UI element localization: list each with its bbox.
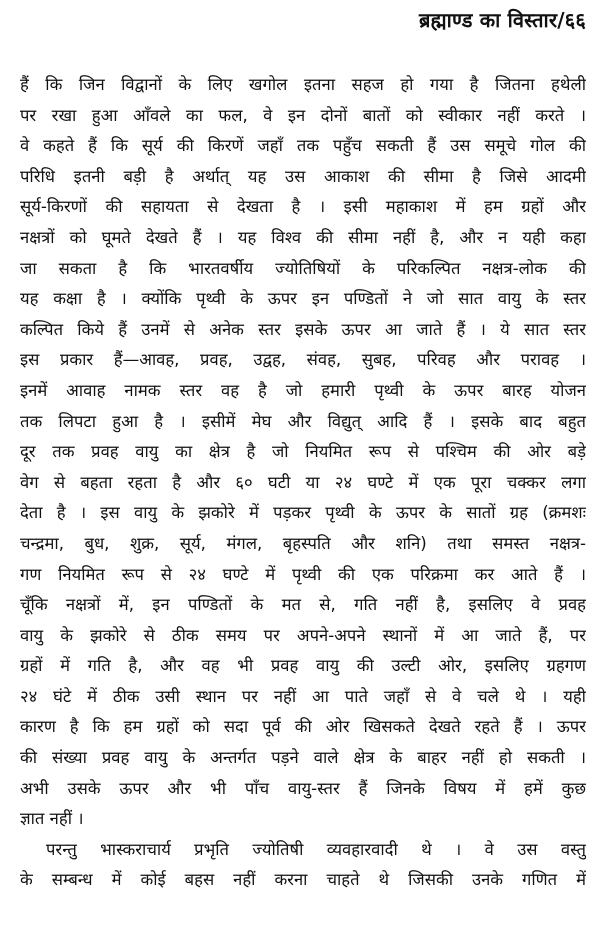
text-line: यह कक्षा है । क्योंकि पृथ्वी के ऊपर इन पण्डितों ने जो सात वायु के स्तर <box>20 289 586 309</box>
text-line: वायु के झकोरे से ठीक समय पर अपने-अपने स्थानों में आ जाते हैं, पर <box>20 625 586 645</box>
body-text <box>20 70 586 896</box>
text-line: तक लिपटा हुआ है । इसीमें मेघ और विद्युत् आदि हैं । इसके बाद बहुत <box>20 411 586 431</box>
text-line: कल्पित किये हैं उनमें से अनेक स्तर इसके ऊपर आ जाते हैं । ये सात स्तर <box>20 319 586 339</box>
text-line: नक्षत्रों को घूमते देखते हैं । यह विश्व की सीमा नहीं है, और न यही कहा <box>20 227 586 247</box>
text-line: २४ घंटे में ठीक उसी स्थान पर नहीं आ पाते जहाँ से वे चले थे । यही <box>20 686 586 706</box>
text-line: की संख्या प्रवह वायु के अन्तर्गत पड़ने वाले क्षेत्र के बाहर नहीं हो सकती । <box>20 748 586 768</box>
text-line: इनमें आवाह नामक स्तर वह है जो हमारी पृथ्वी के ऊपर बारह योजन <box>20 380 586 400</box>
text-line: दूर तक प्रवह वायु का क्षेत्र है जो नियमित रूप से पश्चिम की ओर बड़े <box>20 442 586 462</box>
text-line: देता है । इस वायु के झकोरे में पड़कर पृथ्वी के ऊपर के सातों ग्रह (क्रमशः <box>20 503 586 523</box>
text-line: परिधि इतनी बड़ी है अर्थात् यह उस आकाश की सीमा है जिसे आदमी <box>20 166 586 186</box>
text-line: अभी उसके ऊपर और भी पाँच वायु-स्तर हैं जिनके विषय में हमें कुछ <box>20 778 586 798</box>
running-head: ब्रह्माण्ड का विस्तार/६६ <box>418 8 586 32</box>
paragraph-end-line: ज्ञात नहीं । <box>20 809 84 829</box>
paragraph-start-line: परन्तु भास्कराचार्य प्रभृति ज्योतिषी व्यवहारवादी थे । वे उस वस्तु <box>46 839 586 859</box>
text-line: हैं कि जिन विद्वानों के लिए खगोल इतना सहज हो गया है जितना हथेली <box>20 75 586 94</box>
text-line: वे कहते हैं कि सूर्य की किरणें जहाँ तक पहुँच सकती हैं उस समूचे गोल की <box>20 136 586 156</box>
text-line: वेग से बहता रहता है और ६० घटी या २४ घण्टे में एक पूरा चक्कर लगा <box>20 472 586 492</box>
text-line: चूँकि नक्षत्रों में, इन पण्डितों के मत से, गति नहीं है, इसलिए वे प्रवह <box>20 595 586 615</box>
text-line: पर रखा हुआ आँवले का फल, वे इन दोनों बातों को स्वीकार नहीं करते । <box>20 105 586 125</box>
text-line: चन्द्रमा, बुध, शुक्र, सूर्य, मंगल, बृहस्पति और शनि) तथा समस्त नक्षत्र- <box>20 533 586 553</box>
text-line: के सम्बन्ध में कोई बहस नहीं करना चाहते थे जिसकी उनके गणित में <box>20 870 586 890</box>
text-line: ग्रहों में गति है, और वह भी प्रवह वायु की उल्टी ओर, इसलिए ग्रहगण <box>20 656 586 676</box>
text-line: गण नियमित रूप से २४ घण्टे में पृथ्वी की एक परिक्रमा कर आते हैं । <box>20 564 586 584</box>
text-line: सूर्य-किरणों की सहायता से देखता है । इसी महाकाश में हम ग्रहों और <box>20 197 586 217</box>
text-line: कारण है कि हम ग्रहों को सदा पूर्व की ओर खिसकते देखते रहते हैं । ऊपर <box>20 717 586 737</box>
text-line: जा सकता है कि भारतवर्षीय ज्योतिषियों के परिकल्पित नक्षत्र-लोक की <box>20 258 586 278</box>
text-line: इस प्रकार हैं—आवह, प्रवह, उद्वह, संवह, सुबह, परिवह और परावह । <box>20 350 586 370</box>
